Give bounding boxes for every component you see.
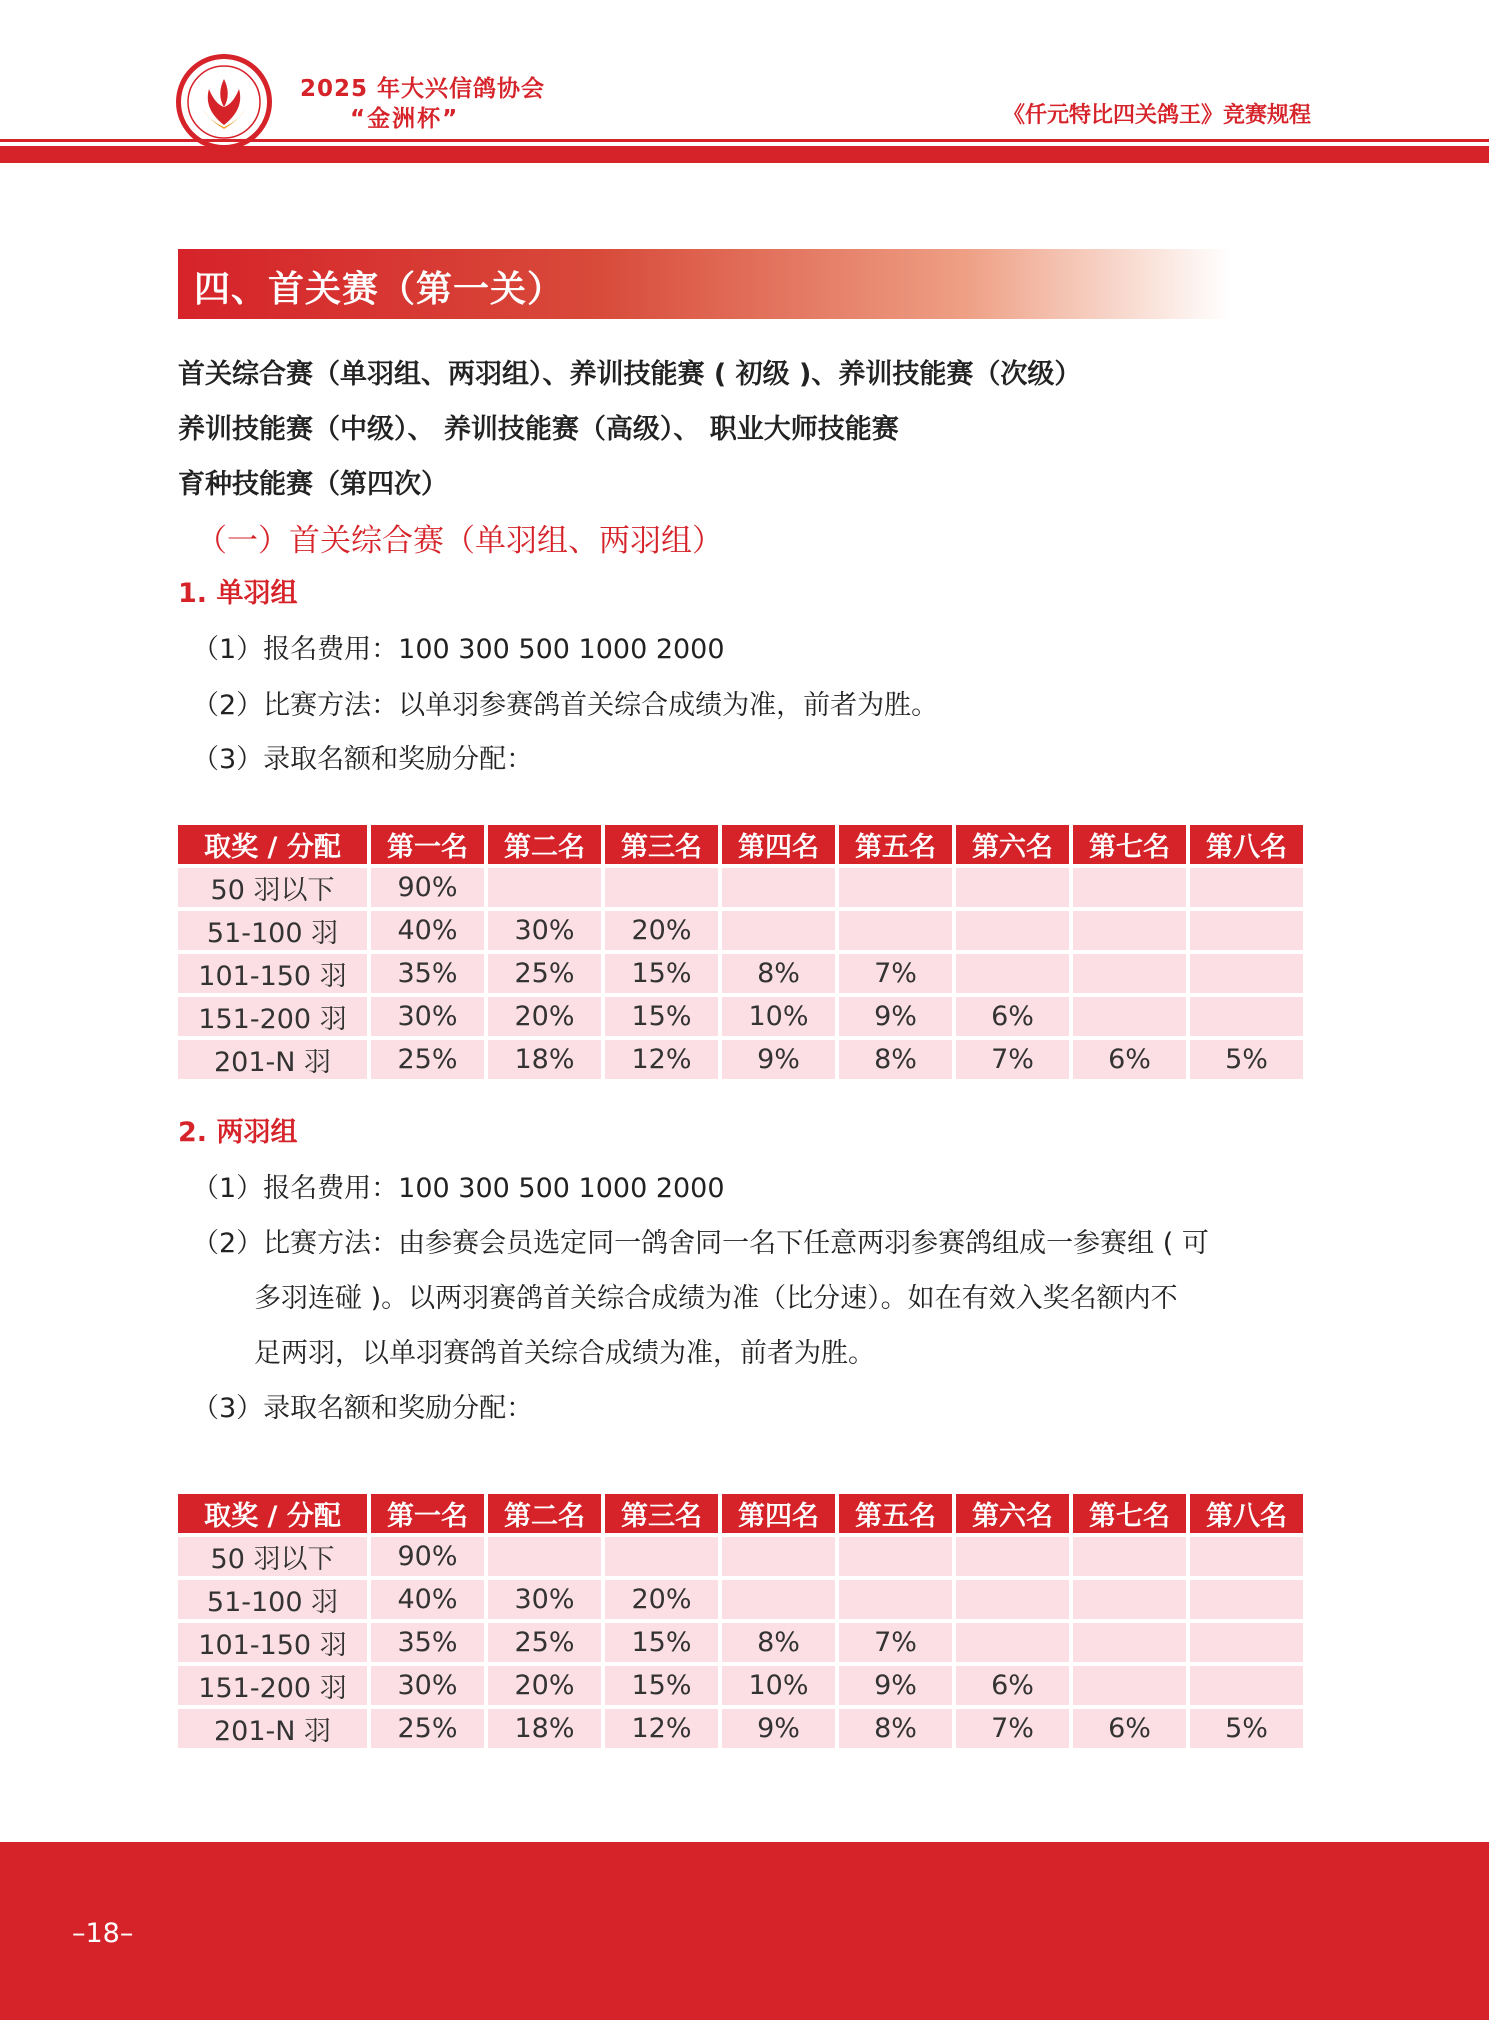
prize-table-double bbox=[174, 1490, 1307, 1752]
table-cell bbox=[1190, 1623, 1303, 1662]
table-cell bbox=[1073, 997, 1186, 1036]
table-cell: 90% bbox=[371, 1537, 484, 1576]
table-cell bbox=[956, 911, 1069, 950]
table-header-cell: 第五名 bbox=[839, 825, 952, 864]
table-row bbox=[178, 1040, 1303, 1079]
table-cell: 20% bbox=[488, 1666, 601, 1705]
table-cell: 51-100 羽 bbox=[178, 911, 367, 950]
table-row bbox=[178, 1709, 1303, 1748]
table-cell: 10% bbox=[722, 997, 835, 1036]
table-cell: 9% bbox=[839, 1666, 952, 1705]
table-cell: 51-100 羽 bbox=[178, 1580, 367, 1619]
table-cell: 8% bbox=[722, 1623, 835, 1662]
table-header-cell: 第八名 bbox=[1190, 825, 1303, 864]
table-cell: 101-150 羽 bbox=[178, 1623, 367, 1662]
pigeon-association-emblem-icon bbox=[176, 54, 272, 150]
group2-method-continued: 多羽连碰 )。以两羽赛鸽首关综合成绩为准（比分速）。如在有效入奖名额内不 bbox=[254, 1283, 1178, 1314]
table-header-cell: 第七名 bbox=[1073, 1494, 1186, 1533]
table-cell bbox=[722, 868, 835, 907]
table-cell: 18% bbox=[488, 1040, 601, 1079]
table-cell: 8% bbox=[722, 954, 835, 993]
group2-method-item: （2）比赛方法：由参赛会员选定同一鸽舍同一名下任意两羽参赛鸽组成一参赛组 ( 可 bbox=[192, 1228, 1209, 1259]
table-cell bbox=[956, 868, 1069, 907]
table-cell: 7% bbox=[956, 1040, 1069, 1079]
table-cell bbox=[956, 954, 1069, 993]
table-cell: 25% bbox=[371, 1040, 484, 1079]
group2-allocation-item: （3）录取名额和奖励分配： bbox=[192, 1393, 534, 1424]
table-cell: 90% bbox=[371, 868, 484, 907]
table-cell bbox=[1190, 1537, 1303, 1576]
section-title: 四、首关赛（第一关） bbox=[194, 269, 565, 310]
group-heading-single: 1. 单羽组 bbox=[178, 578, 298, 609]
prize-table-single bbox=[174, 821, 1307, 1083]
table-cell: 12% bbox=[605, 1709, 718, 1748]
table-cell: 7% bbox=[839, 1623, 952, 1662]
table-cell bbox=[722, 911, 835, 950]
table-header-cell: 第七名 bbox=[1073, 825, 1186, 864]
table-header-cell: 第六名 bbox=[956, 825, 1069, 864]
group2-method-continued: 足两羽，以单羽赛鸽首关综合成绩为准，前者为胜。 bbox=[254, 1338, 875, 1369]
table-row bbox=[178, 868, 1303, 907]
section-banner bbox=[178, 249, 1230, 319]
table-cell: 5% bbox=[1190, 1040, 1303, 1079]
table-cell bbox=[1190, 911, 1303, 950]
table-header-cell: 第三名 bbox=[605, 825, 718, 864]
table-row bbox=[178, 911, 1303, 950]
table-cell bbox=[1073, 1623, 1186, 1662]
header-divider-thin bbox=[0, 139, 1489, 142]
page-number: –18– bbox=[72, 1918, 134, 1949]
org-title: 2025 年大兴信鸽协会 bbox=[300, 76, 546, 102]
table-cell: 30% bbox=[488, 911, 601, 950]
table-header-cell: 第八名 bbox=[1190, 1494, 1303, 1533]
table-cell bbox=[722, 1580, 835, 1619]
table-cell bbox=[1073, 1580, 1186, 1619]
table-row bbox=[178, 997, 1303, 1036]
page-header bbox=[0, 0, 1489, 160]
page-footer bbox=[0, 1842, 1489, 2020]
intro-line: 首关综合赛（单羽组、两羽组）、养训技能赛 ( 初级 )、养训技能赛（次级） bbox=[178, 359, 1082, 390]
table-cell bbox=[956, 1537, 1069, 1576]
table-cell bbox=[1190, 954, 1303, 993]
table-cell bbox=[839, 868, 952, 907]
table-cell: 20% bbox=[488, 997, 601, 1036]
table-cell: 15% bbox=[605, 1666, 718, 1705]
table-cell: 10% bbox=[722, 1666, 835, 1705]
table-cell: 201-N 羽 bbox=[178, 1040, 367, 1079]
intro-line: 育种技能赛（第四次） bbox=[178, 469, 448, 500]
group1-fee-item: （1）报名费用：100 300 500 1000 2000 bbox=[192, 634, 725, 665]
table-header-cell: 第六名 bbox=[956, 1494, 1069, 1533]
table-cell: 6% bbox=[956, 1666, 1069, 1705]
table-header-row bbox=[178, 1494, 1303, 1533]
table-header-cell: 第五名 bbox=[839, 1494, 952, 1533]
table-cell: 8% bbox=[839, 1040, 952, 1079]
table-cell bbox=[1190, 1666, 1303, 1705]
table-header-cell: 取奖 / 分配 bbox=[178, 1494, 367, 1533]
table-cell bbox=[956, 1623, 1069, 1662]
table-cell bbox=[956, 1580, 1069, 1619]
table-cell bbox=[488, 868, 601, 907]
table-header-cell: 第四名 bbox=[722, 1494, 835, 1533]
table-header-cell: 第四名 bbox=[722, 825, 835, 864]
table-cell: 151-200 羽 bbox=[178, 997, 367, 1036]
subsection-title: （一）首关综合赛（单羽组、两羽组） bbox=[196, 523, 723, 559]
table-cell: 201-N 羽 bbox=[178, 1709, 367, 1748]
table-cell: 9% bbox=[722, 1709, 835, 1748]
group2-fee-item: （1）报名费用：100 300 500 1000 2000 bbox=[192, 1173, 725, 1204]
table-header-cell: 第二名 bbox=[488, 1494, 601, 1533]
table-cell: 40% bbox=[371, 1580, 484, 1619]
table-cell: 7% bbox=[839, 954, 952, 993]
table-row bbox=[178, 954, 1303, 993]
table-header-cell: 取奖 / 分配 bbox=[178, 825, 367, 864]
table-cell bbox=[839, 911, 952, 950]
group1-allocation-item: （3）录取名额和奖励分配： bbox=[192, 744, 534, 775]
table-cell: 50 羽以下 bbox=[178, 1537, 367, 1576]
table-cell: 101-150 羽 bbox=[178, 954, 367, 993]
document-title: 《仟元特比四关鸽王》竞赛规程 bbox=[1002, 103, 1311, 128]
table-cell: 30% bbox=[371, 1666, 484, 1705]
table-cell: 20% bbox=[605, 1580, 718, 1619]
table-cell: 8% bbox=[839, 1709, 952, 1748]
table-cell bbox=[1073, 1537, 1186, 1576]
table-cell bbox=[1190, 1580, 1303, 1619]
table-cell: 35% bbox=[371, 1623, 484, 1662]
group1-method-item: （2）比赛方法：以单羽参赛鸽首关综合成绩为准，前者为胜。 bbox=[192, 690, 939, 721]
table-header-cell: 第一名 bbox=[371, 1494, 484, 1533]
table-cell bbox=[1190, 997, 1303, 1036]
table-cell bbox=[839, 1580, 952, 1619]
table-row bbox=[178, 1666, 1303, 1705]
table-cell bbox=[722, 1537, 835, 1576]
table-cell: 9% bbox=[839, 997, 952, 1036]
org-subtitle: “金洲杯” bbox=[350, 106, 460, 132]
table-cell: 6% bbox=[1073, 1040, 1186, 1079]
table-cell: 18% bbox=[488, 1709, 601, 1748]
table-cell: 6% bbox=[956, 997, 1069, 1036]
table-cell: 35% bbox=[371, 954, 484, 993]
table-cell bbox=[488, 1537, 601, 1576]
table-cell bbox=[605, 868, 718, 907]
table-row bbox=[178, 1623, 1303, 1662]
table-cell: 6% bbox=[1073, 1709, 1186, 1748]
table-cell: 25% bbox=[488, 954, 601, 993]
table-cell: 25% bbox=[488, 1623, 601, 1662]
table-cell: 9% bbox=[722, 1040, 835, 1079]
table-header-cell: 第一名 bbox=[371, 825, 484, 864]
table-cell: 40% bbox=[371, 911, 484, 950]
table-row bbox=[178, 1580, 1303, 1619]
table-cell bbox=[839, 1537, 952, 1576]
intro-line: 养训技能赛（中级）、 养训技能赛（高级）、 职业大师技能赛 bbox=[178, 414, 899, 445]
group-heading-double: 2. 两羽组 bbox=[178, 1117, 298, 1148]
table-cell: 7% bbox=[956, 1709, 1069, 1748]
table-cell: 151-200 羽 bbox=[178, 1666, 367, 1705]
header-divider-thick bbox=[0, 146, 1489, 163]
table-row bbox=[178, 1537, 1303, 1576]
table-header-cell: 第三名 bbox=[605, 1494, 718, 1533]
table-cell bbox=[1073, 1666, 1186, 1705]
table-cell bbox=[1073, 868, 1186, 907]
table-cell: 12% bbox=[605, 1040, 718, 1079]
table-cell: 50 羽以下 bbox=[178, 868, 367, 907]
table-header-cell: 第二名 bbox=[488, 825, 601, 864]
table-cell: 20% bbox=[605, 911, 718, 950]
table-cell: 30% bbox=[488, 1580, 601, 1619]
table-cell bbox=[605, 1537, 718, 1576]
table-cell: 30% bbox=[371, 997, 484, 1036]
table-cell: 15% bbox=[605, 1623, 718, 1662]
table-cell: 15% bbox=[605, 954, 718, 993]
table-cell: 5% bbox=[1190, 1709, 1303, 1748]
table-cell: 15% bbox=[605, 997, 718, 1036]
table-cell: 25% bbox=[371, 1709, 484, 1748]
table-cell bbox=[1073, 954, 1186, 993]
table-cell bbox=[1190, 868, 1303, 907]
table-cell bbox=[1073, 911, 1186, 950]
table-header-row bbox=[178, 825, 1303, 864]
